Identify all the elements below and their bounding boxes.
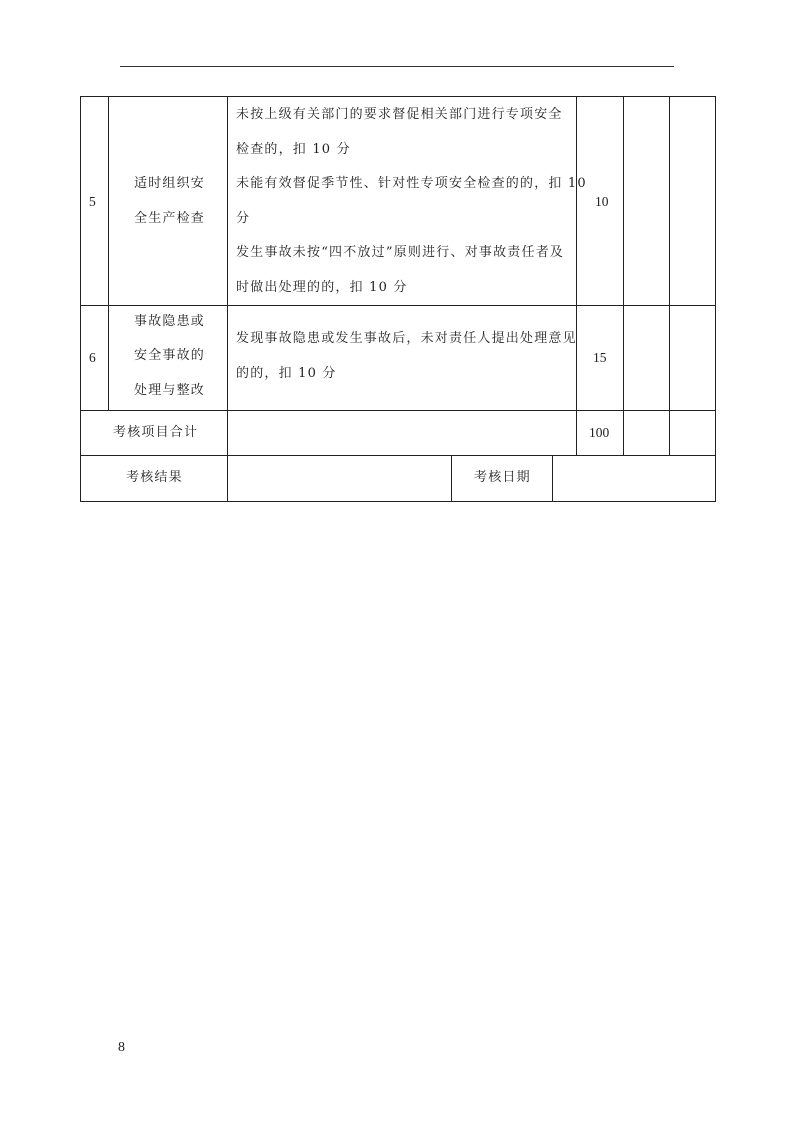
row-6-score-cell (576, 305, 624, 411)
total-score: 100 (589, 425, 610, 440)
row-5-item-cell (108, 96, 228, 306)
row-5-criteria-line-4: 分 (236, 211, 251, 226)
row-6-criteria-line-1: 发现事故隐患或发生事故后，未对责任人提出处理意见 (236, 331, 577, 346)
row-6-item-line-2: 安全事故的 (134, 348, 206, 363)
result-value-cell (227, 455, 452, 502)
row-6-number: 6 (89, 350, 96, 365)
row-5-criteria-line-3: 未能有效督促季节性、针对性专项安全检查的的，扣 10 (236, 176, 587, 191)
row-5-item-line-2: 全生产检查 (134, 211, 206, 226)
row-5-deduction-cell (623, 96, 670, 306)
row-5-remark-cell (669, 96, 716, 306)
row-6-item-cell (108, 305, 228, 411)
date-label-cell (451, 455, 553, 502)
row-6-item-line-3: 处理与整改 (134, 383, 206, 398)
result-label: 考核结果 (126, 470, 183, 485)
row-5-item-line-1: 适时组织安 (134, 176, 206, 191)
row-5-criteria-cell (227, 96, 587, 306)
row-5-criteria-line-5: 发生事故未按“四不放过”原则进行、对事故责任者及 (236, 245, 565, 260)
row-5-number: 5 (89, 194, 96, 209)
row-5-number-cell (80, 96, 109, 306)
row-5-score: 10 (595, 194, 609, 209)
row-6-score: 15 (593, 350, 607, 365)
header-rule (120, 66, 674, 67)
row-6-deduction-cell (623, 305, 670, 411)
total-deduction-cell (623, 410, 670, 456)
row-6-number-cell (80, 305, 109, 411)
row-5-criteria-line-1: 未按上级有关部门的要求督促相关部门进行专项安全 (236, 107, 563, 122)
total-blank-cell (227, 410, 577, 456)
total-label-cell (80, 410, 228, 456)
total-score-cell (576, 410, 624, 456)
total-remark-cell (669, 410, 716, 456)
row-5-criteria-line-2: 检查的，扣 10 分 (236, 142, 351, 157)
result-label-cell (80, 455, 228, 502)
row-5-score-cell (576, 96, 624, 306)
row-6-criteria-cell (227, 305, 577, 411)
assessment-table (80, 96, 716, 502)
row-6-criteria-line-2: 的的，扣 10 分 (236, 366, 337, 381)
date-label: 考核日期 (474, 470, 531, 485)
row-6-item-line-1: 事故隐患或 (134, 314, 206, 329)
total-label: 考核项目合计 (113, 425, 199, 440)
row-5-criteria-line-6: 时做出处理的的，扣 10 分 (236, 280, 408, 295)
row-6-remark-cell (669, 305, 716, 411)
date-value-cell (552, 455, 716, 502)
page-number: 8 (118, 1040, 125, 1055)
